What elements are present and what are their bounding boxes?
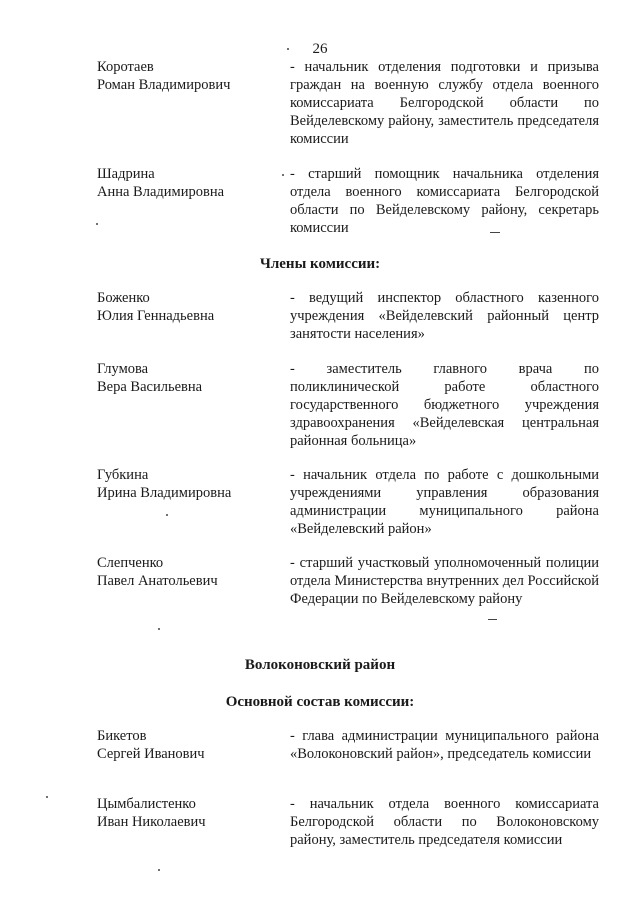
given-names: Анна Владимировна bbox=[97, 184, 225, 200]
surname: Цымбалистенко bbox=[97, 796, 196, 812]
members-heading: Члены комиссии: bbox=[259, 256, 381, 272]
person-name bbox=[97, 727, 277, 763]
scan-speck bbox=[158, 628, 160, 630]
scan-speck bbox=[490, 232, 500, 233]
role-description: - старший помощник начальника отделения отдела военного комиссариата Белгородской области по Вейделевскому району, секретарь комиссии bbox=[290, 166, 599, 236]
surname: Слепченко bbox=[97, 555, 164, 571]
given-names: Юлия Геннадьевна bbox=[97, 308, 215, 324]
person-name bbox=[97, 554, 277, 590]
scan-speck bbox=[282, 174, 284, 176]
scan-speck bbox=[166, 514, 168, 516]
given-names: Сергей Иванович bbox=[97, 746, 205, 762]
scan-speck bbox=[96, 223, 98, 225]
role-description: - ведущий инспектор областного казенного учреждения «Вейделевский районный центр занятости населения» bbox=[290, 290, 599, 342]
person-name bbox=[97, 466, 277, 502]
role-description: - старший участковый уполномоченный полиции отдела Министерства внутренних дел Российской Федерации по Вейделевскому району bbox=[290, 555, 599, 607]
role-description: - глава администрации муниципального района «Волоконовский район», председатель комиссии bbox=[290, 728, 599, 762]
person-name bbox=[97, 289, 277, 325]
given-names: Ирина Владимировна bbox=[97, 485, 232, 501]
given-names: Павел Анатольевич bbox=[97, 573, 218, 589]
role-description: - начальник отдела по работе с дошкольными учреждениями управления образования администрации муниципального района «Вейделевский район» bbox=[290, 467, 599, 537]
surname: Коротаев bbox=[97, 59, 154, 75]
surname: Бикетов bbox=[97, 728, 147, 744]
person-name bbox=[97, 360, 277, 396]
surname: Губкина bbox=[97, 467, 149, 483]
scan-speck bbox=[46, 796, 48, 798]
scan-speck bbox=[287, 48, 289, 50]
person-name bbox=[97, 165, 277, 201]
person-name bbox=[97, 58, 277, 94]
given-names: Вера Васильевна bbox=[97, 379, 203, 395]
role-description: - начальник отдела военного комиссариата Белгородской области по Волоконовскому району, заместитель председателя комиссии bbox=[290, 796, 599, 848]
surname: Глумова bbox=[97, 361, 149, 377]
role-description: - начальник отделения подготовки и призыва граждан на военную службу отдела военного комиссариата Белгородской области по Вейделевскому району, заместитель председателя комиссии bbox=[290, 59, 599, 147]
scan-speck bbox=[158, 869, 160, 871]
given-names: Иван Николаевич bbox=[97, 814, 206, 830]
surname: Шадрина bbox=[97, 166, 155, 182]
district-heading: Волоконовский район bbox=[244, 657, 396, 673]
role-description: - заместитель главного врача по поликлинической работе областного государственного бюджетного учреждения здравоохранения «Вейделевская центральная районная больница» bbox=[290, 361, 599, 449]
main-composition-heading: Основной состав комиссии: bbox=[225, 694, 415, 710]
page-number: 26 bbox=[312, 41, 328, 57]
scan-speck bbox=[488, 619, 497, 620]
surname: Боженко bbox=[97, 290, 150, 306]
person-name bbox=[97, 795, 277, 831]
given-names: Роман Владимирович bbox=[97, 77, 231, 93]
